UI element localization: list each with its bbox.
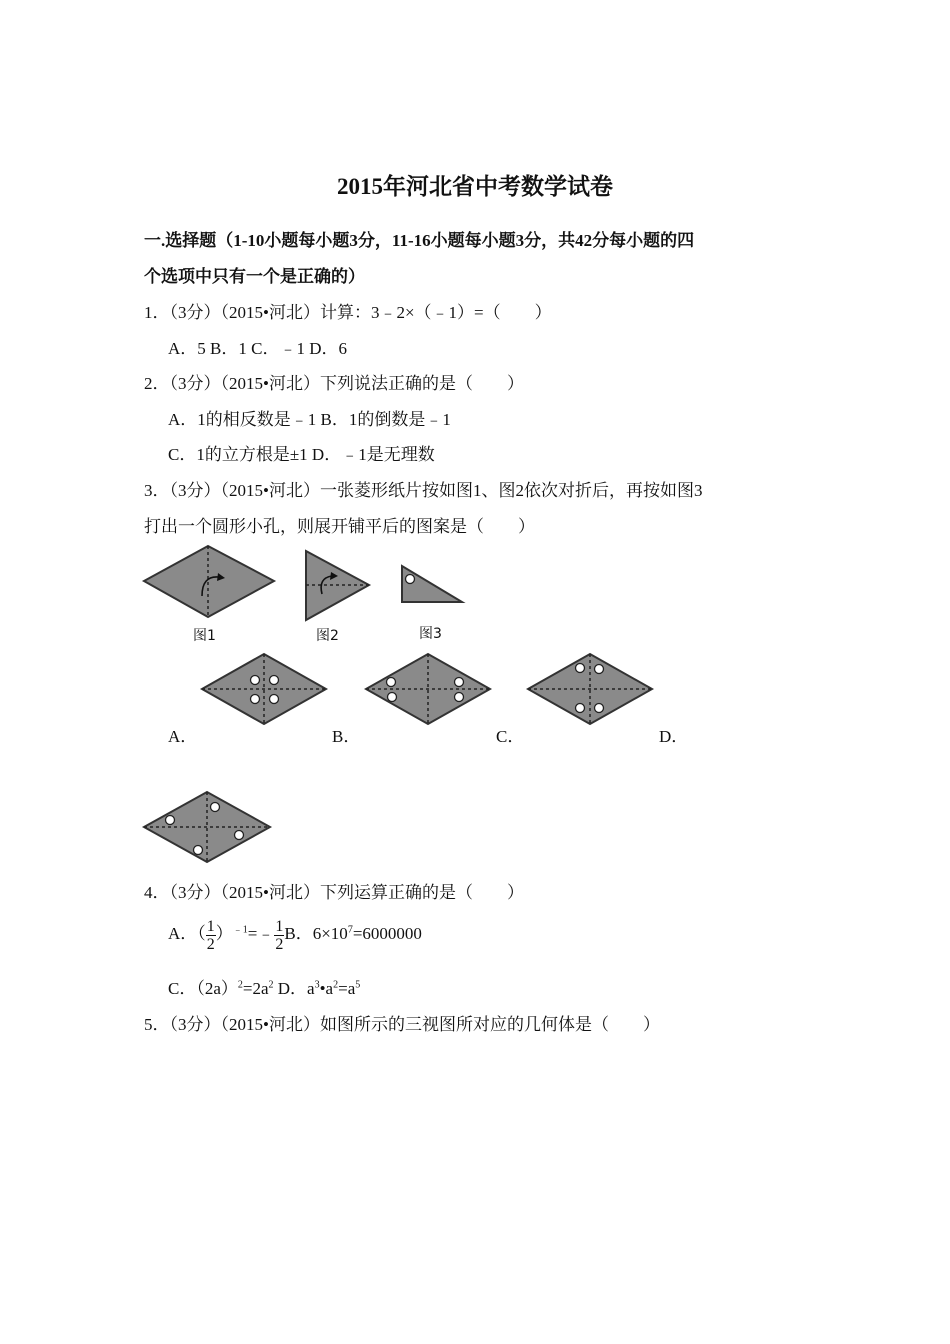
question-2-options-line2: C．1的立方根是±1 D．﹣1是无理数 (168, 445, 435, 464)
option-d-text: D．a (273, 979, 315, 998)
question-4-stem: 4．（3分）（2015•河北）下列运算正确的是（ ） (144, 883, 524, 902)
section-heading-line1: 一.选择题（1-10小题每小题3分，11-16小题每小题3分，共42分每小题的四 (144, 231, 695, 250)
exponent: ﹣1 (232, 924, 248, 936)
option-b-rhombus (362, 652, 494, 728)
question-2-options-line1: A．1的相反数是﹣1 B．1的倒数是﹣1 (168, 410, 451, 429)
question-1-stem: 1．（3分）（2015•河北）计算：3﹣2×（﹣1）=（ ） (144, 303, 552, 322)
figure-2-label: 图2 (316, 628, 339, 644)
option-a-text: A．（ (168, 924, 206, 943)
option-a-rhombus (198, 652, 330, 728)
option-a-label: A． (168, 727, 198, 746)
option-b-text: B．6×10 (284, 924, 348, 943)
figure-3-triangle (399, 563, 467, 605)
question-1-options: A．5 B．1 C．﹣1 D．6 (168, 339, 347, 358)
question-3-stem-line1: 3．（3分）（2015•河北）一张菱形纸片按如图1、图2依次对折后，再按如图3 (144, 481, 703, 500)
section-heading-line2: 个选项中只有一个是正确的） (144, 267, 365, 286)
figure-1-rhombus (140, 544, 280, 620)
page-title: 2015年河北省中考数学试卷 (337, 174, 613, 199)
fraction-one-half: $\frac{1}{2}$ (275, 917, 284, 953)
figure-2-triangle (302, 548, 374, 622)
option-c-text: C．（2a） (168, 979, 238, 998)
figure-3-label: 图3 (419, 626, 442, 642)
question-2-stem: 2．（3分）（2015•河北）下列说法正确的是（ ） (144, 374, 524, 393)
question-5-stem: 5．（3分）（2015•河北）如图所示的三视图所对应的几何体是（ ） (144, 1015, 660, 1034)
fraction-one-half: $\frac{1}{2}$ (206, 917, 215, 953)
option-b-label: B． (332, 727, 361, 746)
option-c-rhombus (524, 652, 656, 728)
figure-1-label: 图1 (193, 628, 216, 644)
option-d-rhombus (140, 790, 274, 866)
hole-icon (406, 575, 415, 584)
option-d-label: D． (659, 727, 689, 746)
question-3-stem-line2: 打出一个圆形小孔，则展开铺平后的图案是（ ） (144, 517, 535, 536)
option-c-label: C． (496, 727, 525, 746)
question-4-options-ab: A．（ $\frac{1}{2}$ ）$^{﹣1}$=﹣ $\frac{1}{2}$ B．$6\times 10^7=6000000$ (168, 917, 422, 953)
question-4-options-cd: C．$(2a)^2=2a^2$ D．$a^3•a^2=a^5$ (168, 979, 361, 998)
